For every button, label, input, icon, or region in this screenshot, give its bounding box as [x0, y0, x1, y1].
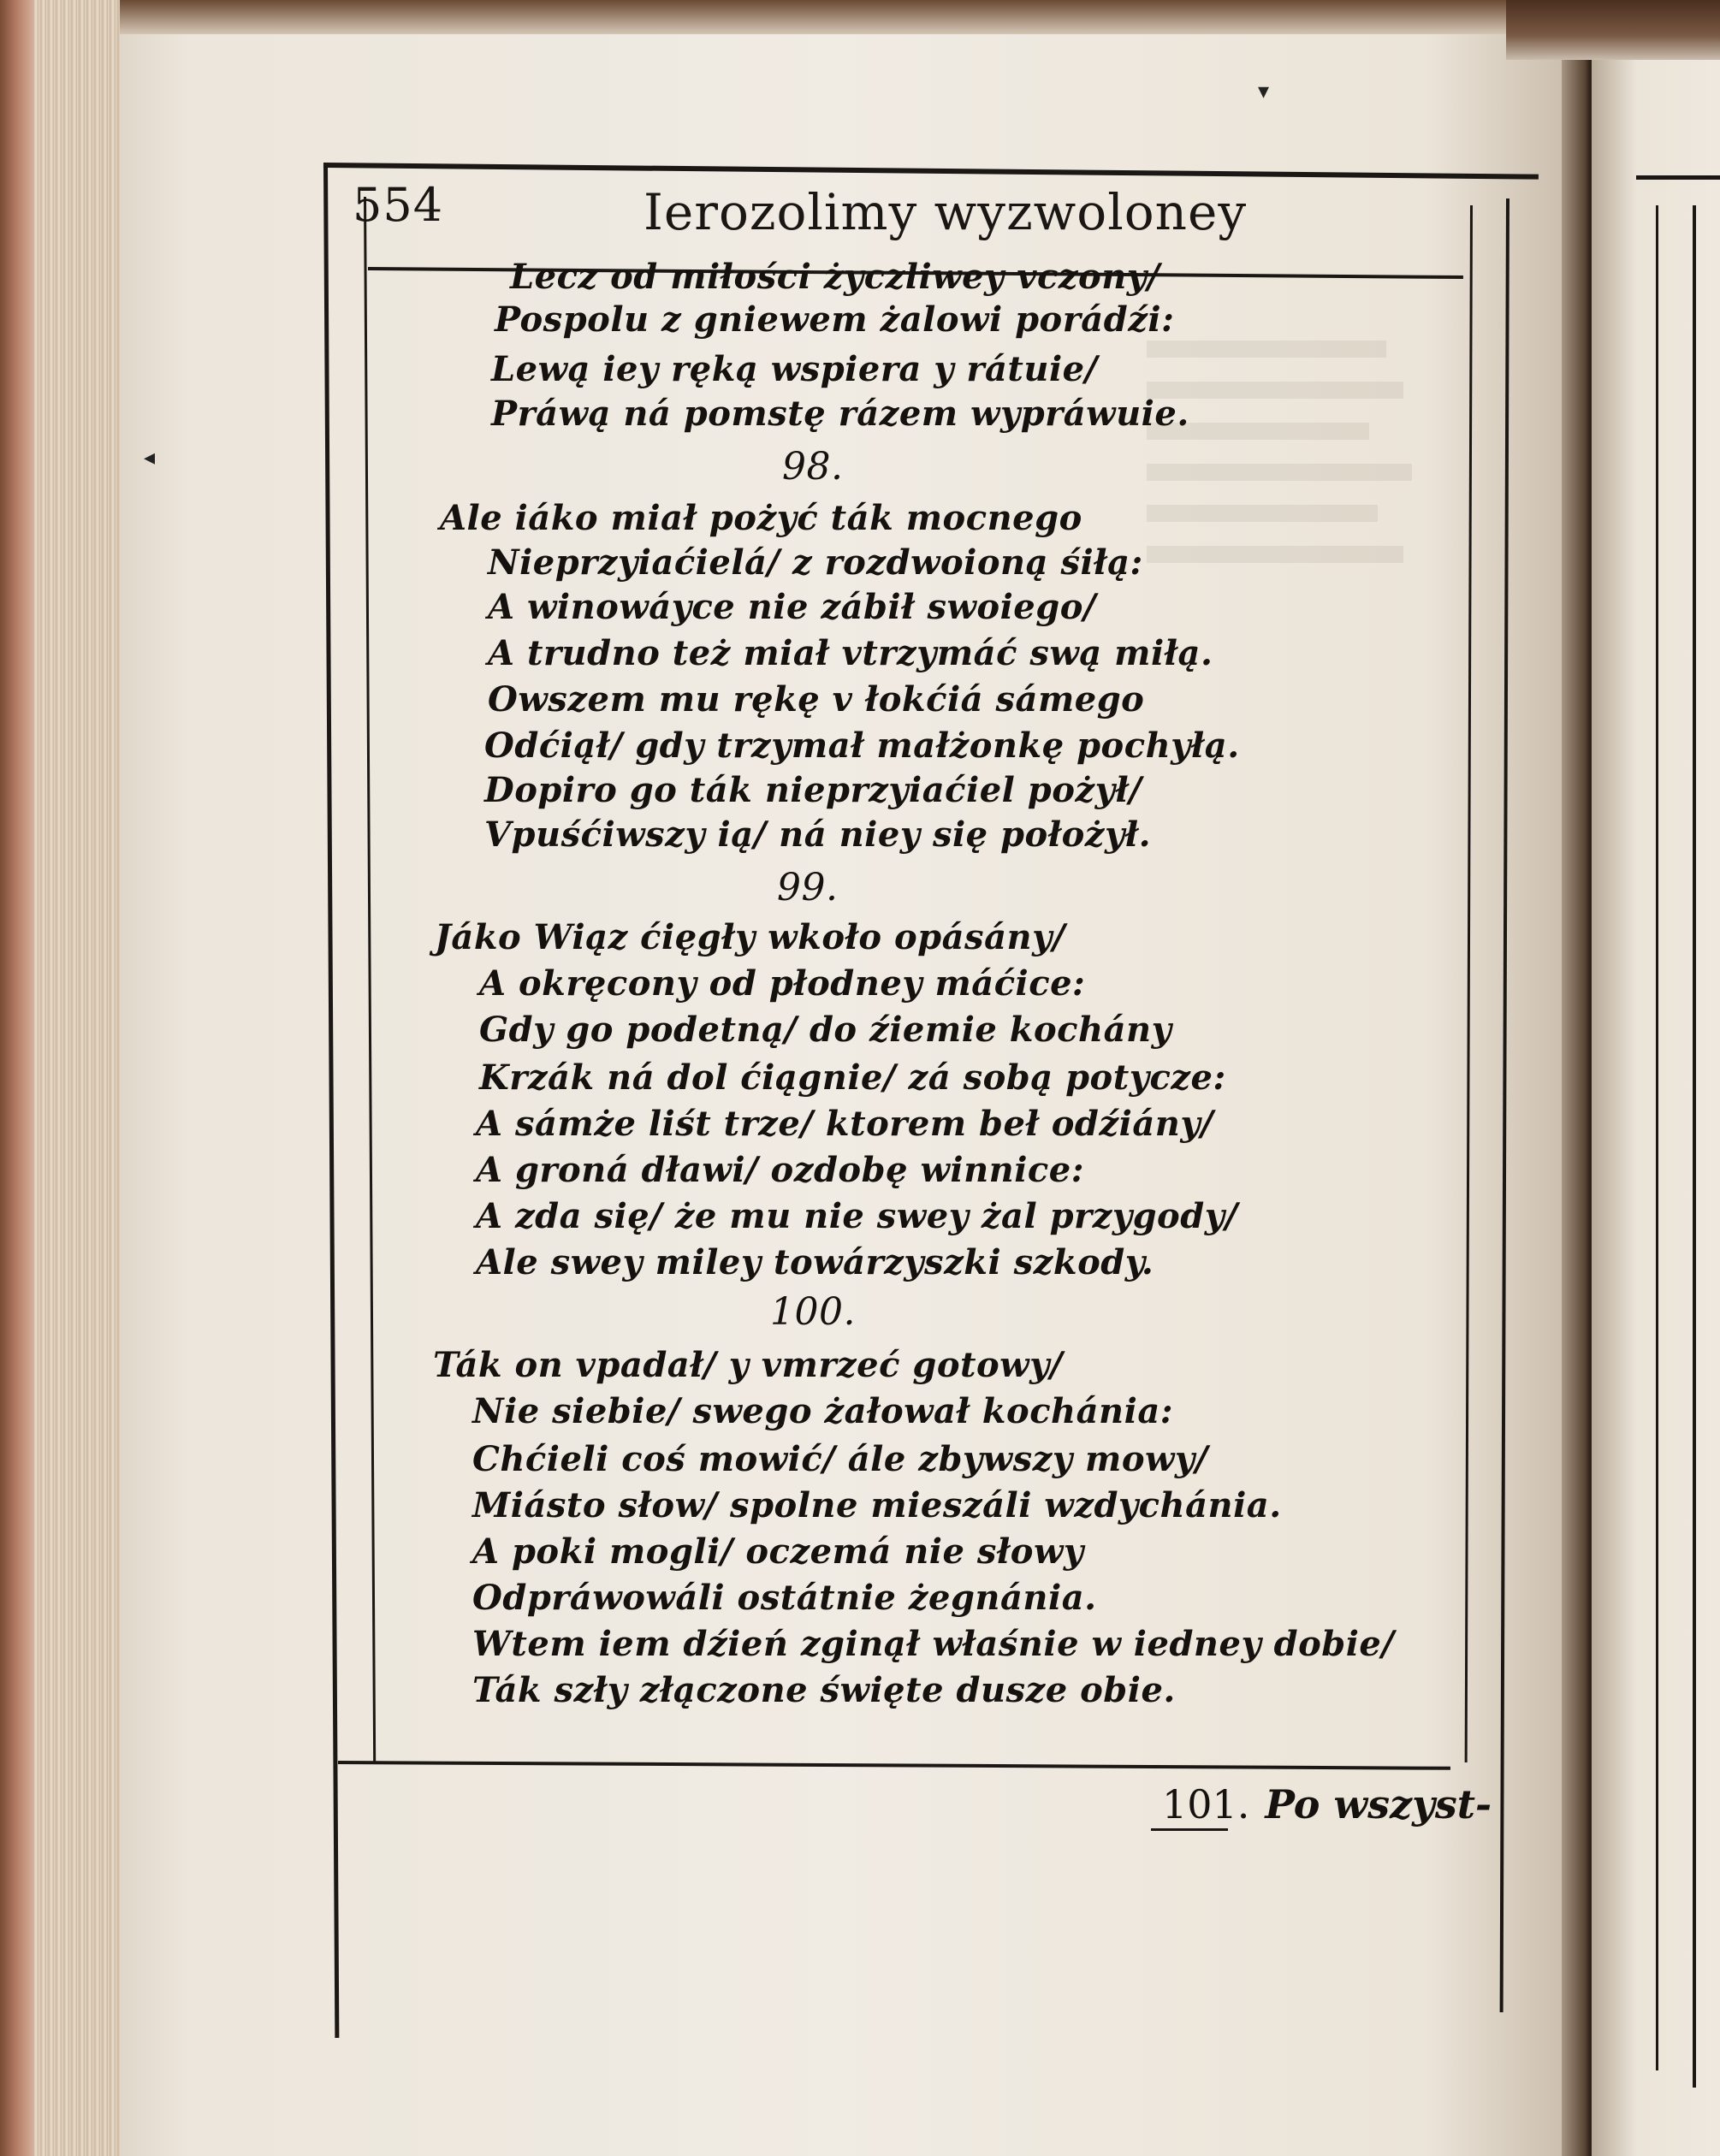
verse-line: Lecz od miłości życzliwey vczony/	[510, 257, 1160, 297]
stanza-number: 99.	[777, 866, 839, 909]
verse-line: Pospolu z gniewem żalowi porádźi:	[495, 299, 1175, 340]
verse-line: Gdy go podetną/ do źiemie kochány	[479, 1010, 1172, 1050]
verse-line: Odćiął/ gdy trzymał małżonkę pochyłą.	[484, 726, 1240, 766]
verse-line: Ták szły złączone święte dusze obie.	[472, 1670, 1176, 1710]
verse-line: A sámże liśt trze/ ktorem beł odźiány/	[476, 1104, 1214, 1144]
verse-line: Ale iáko miał pożyć ták mocnego	[440, 498, 1082, 538]
verse-line: Owszem mu rękę v łokćiá sámego	[488, 679, 1145, 720]
stanza-number: 100.	[770, 1290, 856, 1334]
running-title: Ierozolimy wyzwoloney	[644, 183, 1248, 241]
verse-line: Nieprzyiaćielá/ z rozdwoioną śiłą:	[488, 542, 1143, 583]
page-number: 554	[353, 178, 444, 232]
verse-line: Dopiro go ták nieprzyiaćiel pożył/	[484, 770, 1142, 810]
verse-line: Krzák ná dol ćiągnie/ zá sobą potycze:	[479, 1057, 1226, 1098]
verse-line: Jáko Wiąz ćięgły wkoło opásány/	[435, 917, 1065, 957]
verse-line: Odpráwowáli ostátnie żegnánia.	[472, 1578, 1097, 1618]
margin-mark: ▾	[1258, 79, 1270, 104]
verse-line: Wtem iem dźień zginął właśnie w iedney dobie/	[472, 1624, 1395, 1664]
verse-line: A okręcony od płodney máćice:	[479, 963, 1086, 1004]
margin-mark: ◂	[144, 445, 156, 471]
verse-line: A groná dławi/ ozdobę winnice:	[476, 1150, 1084, 1190]
verse-line: Ták on vpadał/ y vmrzeć gotowy/	[433, 1345, 1063, 1385]
verse-line: A zda się/ że mu nie swey żal przygody/	[476, 1196, 1238, 1236]
verse-line: A trudno też miał vtrzymáć swą miłą.	[488, 633, 1213, 673]
catchword-text: Po wszyst-	[1265, 1781, 1492, 1827]
verse-line: Práwą ná pomstę rázem wypráwuie.	[491, 394, 1189, 434]
catchword	[1162, 1781, 1492, 1827]
verse-line: Nie siebie/ swego żałował kochánia:	[472, 1391, 1174, 1431]
stanza-number: 98.	[782, 445, 844, 489]
verse-line: A winowáyce nie zábił swoiego/	[488, 587, 1096, 627]
verse-line: Miásto słow/ spolne mieszáli wzdychánia.	[472, 1485, 1282, 1525]
verse-line: A poki mogli/ oczemá nie słowy	[472, 1531, 1084, 1572]
catchword-number: 101.	[1162, 1781, 1250, 1827]
verse-line: Chćieli coś mowić/ ále zbywszy mowy/	[472, 1439, 1208, 1479]
verse-line: Lewą iey ręką wspiera y rátuie/	[491, 349, 1098, 389]
verse-line: Vpuśćiwszy ią/ ná niey się położył.	[484, 814, 1152, 855]
verse-line: Ale swey miley towárzyszki szkody.	[476, 1242, 1154, 1282]
